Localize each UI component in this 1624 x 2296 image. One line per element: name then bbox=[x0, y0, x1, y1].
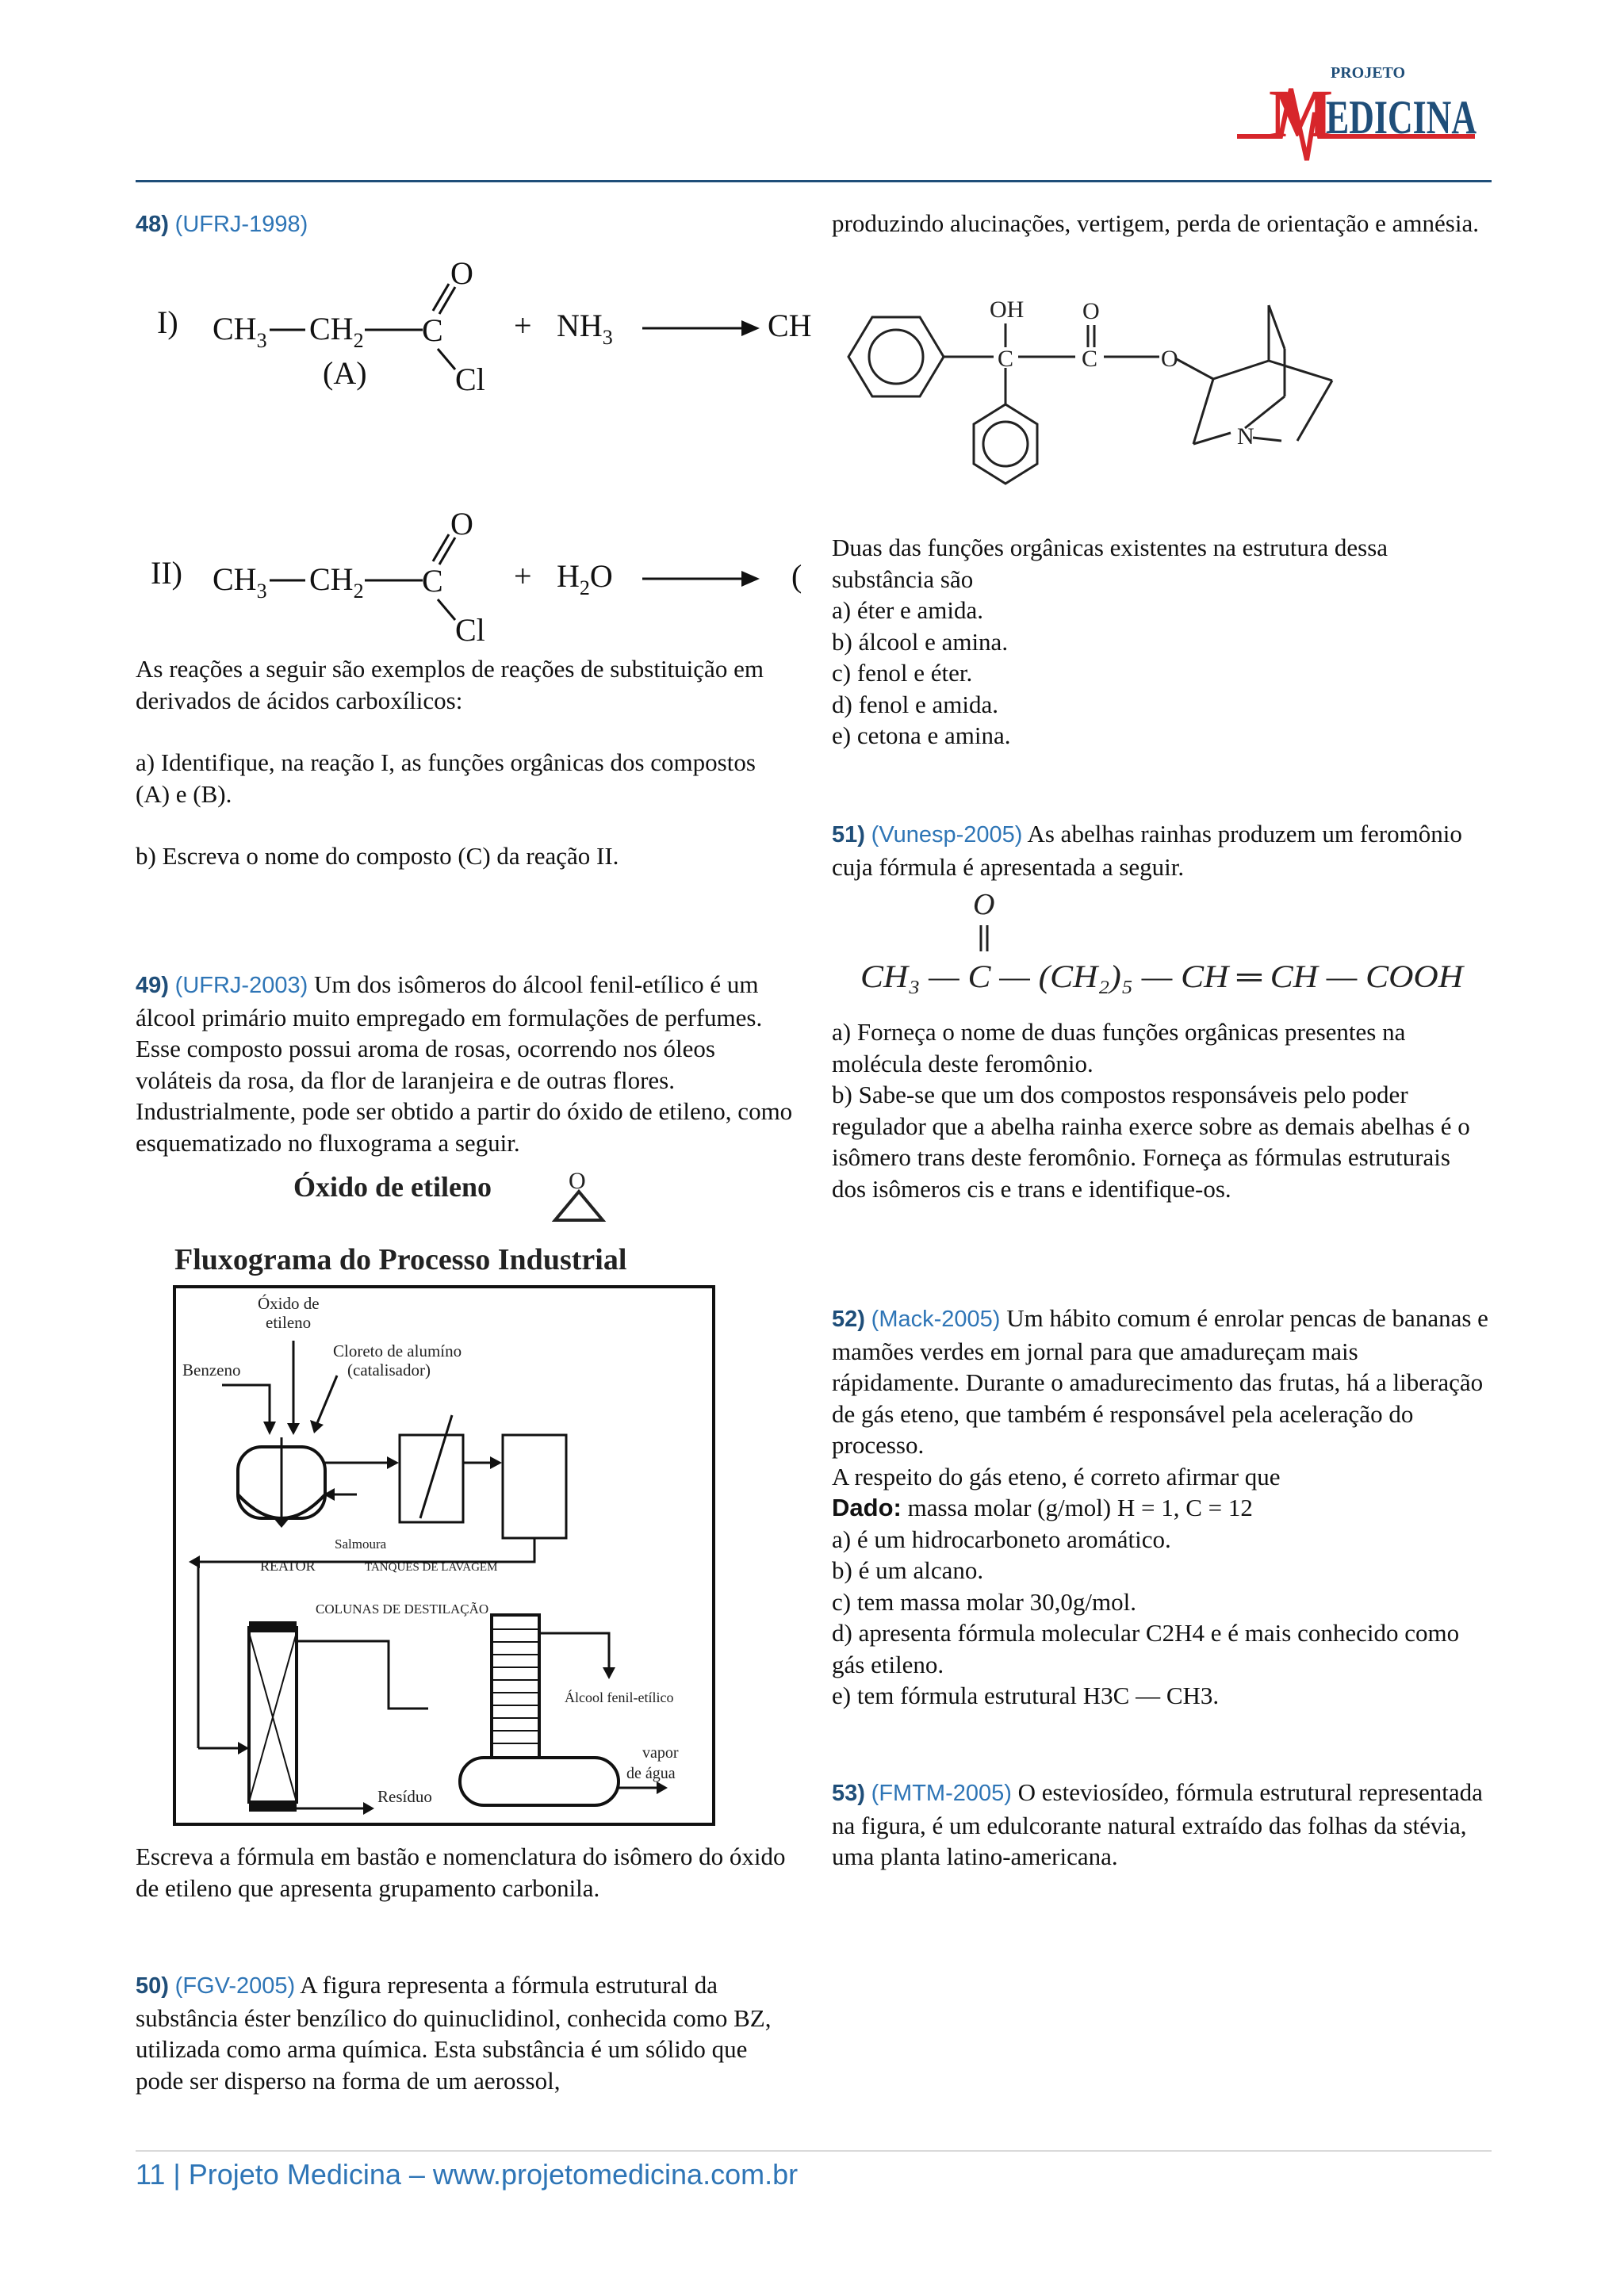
svg-text:CH3: $CH_3$ bbox=[213, 561, 267, 603]
q50-option-a: a) éter e amida. bbox=[832, 596, 984, 624]
r1-carbon: C bbox=[422, 312, 443, 348]
r1-mark: (A) bbox=[323, 355, 367, 391]
logo-main-text: EDICINA bbox=[1326, 91, 1477, 144]
q53-source: (FMTM-2005) bbox=[871, 1781, 1012, 1806]
q48-heading bbox=[136, 208, 794, 241]
q48-source: (UFRJ-1998) bbox=[174, 212, 308, 237]
q49-text: Um dos isômeros do álcool fenil-etílico é um álcool primário muito empregado em formulações de perfumes. Esse composto possui aroma de rosas, ocorrendo nos óleos voláteis da rosa, da flor de laranjeira e de outras flores. Industrialmente, pode ser obtido a partir do óxido de etileno, como esquematizado no fluxograma a seguir. bbox=[136, 970, 793, 1157]
q48-reaction-2 bbox=[151, 504, 817, 655]
header-rule bbox=[136, 180, 1492, 182]
q50-body bbox=[136, 1969, 794, 2096]
q51-formula-o: O bbox=[973, 888, 995, 921]
footer-rule bbox=[136, 2150, 1492, 2152]
q50-source: (FGV-2005) bbox=[174, 1973, 296, 1999]
q48-item-b: b) Escreva o nome do composto (C) da reação II. bbox=[136, 842, 619, 870]
fig-lbl-brine: Salmoura bbox=[335, 1536, 387, 1552]
q51-text: As abelhas rainhas produzem um feromônio cuja fórmula é apresentada a seguir. bbox=[832, 820, 1462, 881]
q48-number: 48) bbox=[136, 212, 169, 237]
q48-item-a: a) Identifique, na reação I, as funções orgânicas dos compostos (A) e (B). bbox=[136, 748, 756, 808]
r2-label: II) bbox=[151, 555, 182, 591]
q52-option-b: b) é um alcano. bbox=[832, 1556, 984, 1584]
q51-source: (Vunesp-2005) bbox=[871, 822, 1023, 848]
r2-oxygen: O bbox=[450, 506, 473, 541]
r1-oxygen: O bbox=[450, 255, 473, 291]
svg-text:CH3: $CH_3$ bbox=[213, 311, 267, 352]
svg-text:H2O: $H_2O$ bbox=[557, 558, 613, 599]
bz-o-carbonyl: O bbox=[1082, 298, 1100, 324]
q52-option-d: d) apresenta fórmula molecular C2H4 e é mais conhecido como gás etileno. bbox=[832, 1619, 1460, 1678]
q52-source: (Mack-2005) bbox=[871, 1307, 1001, 1332]
bz-oh: OH bbox=[990, 297, 1025, 323]
q50-option-d: d) fenol e amida. bbox=[832, 690, 999, 718]
fig-flow-title: Fluxograma do Processo Industrial bbox=[174, 1243, 627, 1276]
footer-separator: | bbox=[173, 2158, 181, 2191]
svg-text:NH3: $NH_3$ bbox=[557, 308, 613, 349]
fig-oxide-o: O bbox=[569, 1168, 586, 1194]
svg-text:CH2: $CH_2$ bbox=[309, 561, 364, 603]
r1-label: I) bbox=[157, 304, 178, 340]
r1-chlorine: Cl bbox=[455, 362, 485, 397]
q52-option-c: c) tem massa molar 30,0g/mol. bbox=[832, 1587, 1136, 1616]
q50-question: Duas das funções orgânicas existentes na estrutura dessa substância são bbox=[832, 534, 1388, 593]
q48-intro: As reações a seguir são exemplos de reações de substituição em derivados de ácidos carboxílicos: bbox=[136, 655, 764, 714]
r1-plus: + bbox=[514, 308, 532, 343]
q53-text: O esteviosídeo, fórmula estrutural representada na figura, é um edulcorante natural extraído das folhas da stévia, uma planta latino-americana. bbox=[832, 1778, 1483, 1870]
bz-o-ester: O bbox=[1161, 346, 1178, 372]
q49-number: 49) bbox=[136, 973, 169, 998]
q51-number: 51) bbox=[832, 822, 865, 848]
q49-question: Escreva a fórmula em bastão e nomenclatura do isômero do óxido de etileno que apresenta grupamento carbonila. bbox=[136, 1843, 786, 1902]
fig-lbl-oxide: Óxido de etileno bbox=[258, 1294, 320, 1332]
logo-initial: M bbox=[1269, 75, 1334, 151]
fig-lbl-benzene: Benzeno bbox=[182, 1360, 241, 1380]
q48-reaction-1 bbox=[151, 254, 817, 404]
q50-option-e: e) cetona e amina. bbox=[832, 721, 1011, 749]
bz-n: N bbox=[1237, 423, 1254, 450]
q50-option-c: c) fenol e éter. bbox=[832, 659, 973, 687]
q50-structure bbox=[841, 285, 1364, 523]
q52-option-a: a) é um hidrocarboneto aromático. bbox=[832, 1525, 1171, 1553]
q52-body bbox=[832, 1303, 1490, 1712]
r1-product: CH bbox=[768, 308, 812, 343]
q49-source: (UFRJ-2003) bbox=[174, 973, 308, 998]
fig-lbl-steam: vapor de água bbox=[626, 1744, 679, 1782]
q51-item-a: a) Forneça o nome de duas funções orgânicas presentes na molécula deste feromônio. bbox=[832, 1018, 1406, 1077]
q50-number: 50) bbox=[136, 1973, 169, 1999]
r2-chlorine: Cl bbox=[455, 612, 485, 648]
r2-plus: + bbox=[514, 558, 532, 594]
bz-c2: C bbox=[1082, 346, 1098, 372]
q52-option-e: e) tem fórmula estrutural H3C — CH3. bbox=[832, 1682, 1220, 1709]
bz-c1: C bbox=[998, 346, 1014, 372]
q51-formula bbox=[860, 884, 1495, 1003]
q52-number: 52) bbox=[832, 1307, 865, 1332]
header-logo bbox=[1237, 57, 1483, 176]
q52-text: Um hábito comum é enrolar pencas de bananas e mamões verdes em jornal para que amadureçam mais rápidamente. Durante o amadurecimento das frutas, há a liberação de gás eteno, que também é responsável pela aceleração do processo. bbox=[832, 1304, 1488, 1459]
q51-body bbox=[832, 818, 1490, 882]
q51-items bbox=[832, 1016, 1490, 1204]
footer bbox=[136, 2158, 798, 2191]
footer-page-number: 11 bbox=[136, 2158, 166, 2191]
r2-product: ( bbox=[791, 558, 802, 594]
fig-lbl-reactor: REATOR bbox=[260, 1558, 316, 1574]
q48-body bbox=[136, 653, 794, 872]
fig-lbl-catalyst: Cloreto de alumíno (catalisador) bbox=[333, 1341, 462, 1380]
q52-given: massa molar (g/mol) H = 1, C = 12 bbox=[907, 1494, 1253, 1521]
q50-option-b: b) álcool e amina. bbox=[832, 627, 1009, 656]
fig-lbl-tanks: TANQUES DE LAVAGEM bbox=[365, 1561, 498, 1574]
q49-figure bbox=[167, 1161, 737, 1827]
q52-prompt: A respeito do gás eteno, é correto afirmar que bbox=[832, 1462, 1281, 1490]
r2-carbon: C bbox=[422, 563, 443, 599]
svg-text:CH2: $CH_2$ bbox=[309, 311, 364, 352]
q52-given-label: Dado: bbox=[832, 1494, 902, 1521]
fig-oxide-title: Óxido de etileno bbox=[293, 1171, 492, 1203]
q51-item-b: b) Sabe-se que um dos compostos responsáveis pelo poder regulador que a abelha rainha exerce sobre as demais abelhas é o isômero trans deste feromônio. Forneça as fórmulas estruturais dos isômeros cis e trans e identifique-os. bbox=[832, 1081, 1470, 1203]
logo-top-text: PROJETO bbox=[1331, 64, 1406, 82]
fig-lbl-alcohol: Álcool fenil-etílico bbox=[565, 1689, 674, 1705]
q50-text: A figura representa a fórmula estrutural da substância éster benzílico do quinuclidinol, conhecida como BZ, utilizada como arma química. Esta substância é um sólido que pode ser disperso na forma de um aerossol, bbox=[136, 1971, 772, 2095]
footer-site-link[interactable]: Projeto Medicina – www.projetomedicina.com.br bbox=[188, 2158, 799, 2191]
fig-lbl-columns: COLUNAS DE DESTILAÇÃO bbox=[316, 1601, 489, 1617]
q49-body bbox=[136, 969, 794, 1158]
q50-question-block bbox=[832, 532, 1490, 752]
fig-lbl-residue: Resíduo bbox=[377, 1787, 432, 1806]
q53-number: 53) bbox=[832, 1781, 865, 1806]
q50-continuation: produzindo alucinações, vertigem, perda de orientação e amnésia. bbox=[832, 209, 1479, 237]
q53-body bbox=[832, 1777, 1490, 1873]
q51-formula-chain: CH₃ — C — (CH₂)₅ — CH ═ CH — COOH bbox=[860, 959, 1465, 994]
